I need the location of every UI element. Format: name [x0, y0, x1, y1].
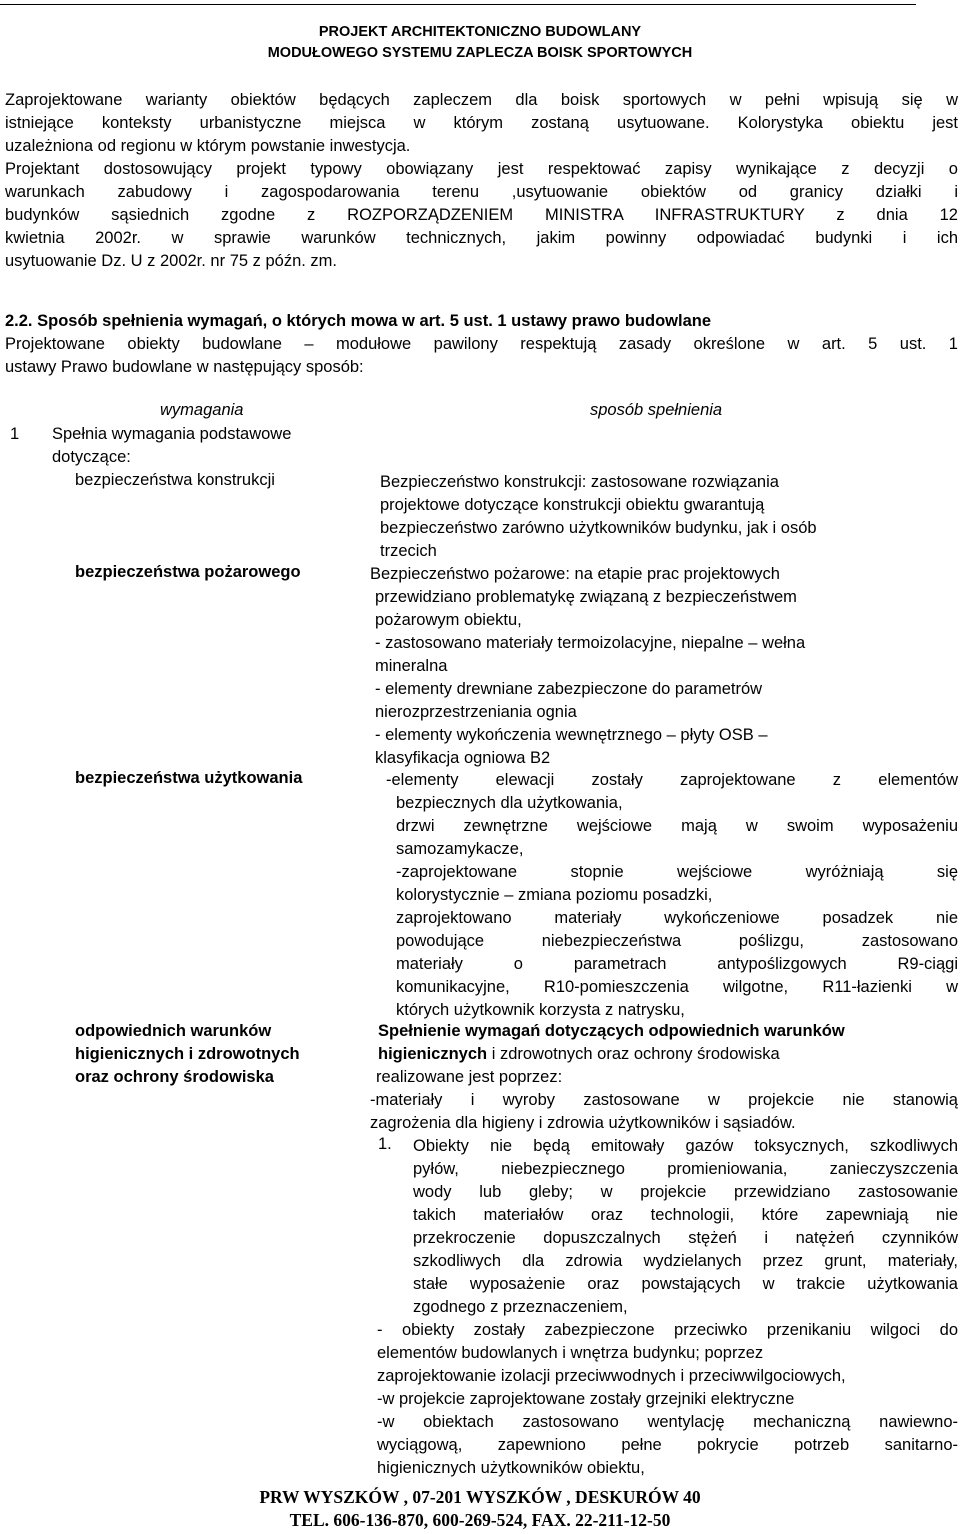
- answer-usage: [386, 769, 958, 1022]
- req-hygiene-line: oraz ochrony środowiska: [75, 1068, 274, 1086]
- section-line: ustawy Prawo budowlane w następujący sposób:: [5, 358, 364, 376]
- footer-line-1: PRW WYSZKÓW , 07-201 WYSZKÓW , DESKURÓW 40: [259, 1487, 701, 1507]
- answer-line: samozamykacze,: [396, 840, 524, 858]
- req-fire-safety: bezpieczeństwa pożarowego: [75, 563, 301, 581]
- answer-line: - zastosowano materiały termoizolacyjne, niepalne – wełna: [375, 634, 806, 652]
- answer-construction: [380, 471, 817, 563]
- req-hygiene: [75, 1020, 300, 1089]
- row-number: 1: [10, 425, 20, 443]
- list-line: takich materiałów oraz technologii, które zapewniają nie: [413, 1206, 958, 1224]
- tail-line: higienicznych użytkowników obiektu,: [377, 1459, 645, 1477]
- header-line-2: MODUŁOWEGO SYSTEMU ZAPLECZA BOISK SPORTOWYCH: [267, 45, 693, 61]
- answer-line: Bezpieczeństwo pożarowe: na etapie prac projektowych: [370, 565, 780, 583]
- answer-hygiene-rest: i zdrowotnych oraz ochrony środowiska: [487, 1045, 780, 1063]
- tail-line: -w projekcie zaprojektowane zostały grzejniki elektryczne: [377, 1390, 795, 1408]
- intro-p2-line: usytuowanie Dz. U z 2002r. nr 75 z późn. zm.: [5, 252, 337, 270]
- header-line-1: PROJEKT ARCHITEKTONICZNO BUDOWLANY: [318, 24, 642, 40]
- section-2-2: [5, 310, 958, 379]
- answer-line: przewidziano problematykę związaną z bezpieczeństwem: [375, 588, 797, 606]
- answer-hygiene-bold-word: higienicznych: [378, 1045, 488, 1063]
- answer-fire: [370, 563, 805, 770]
- answer-line: mineralna: [375, 657, 448, 675]
- header-rule: [0, 4, 916, 5]
- answer-line: -zaprojektowane stopnie wejściowe wyróżniają się: [396, 863, 958, 881]
- list-number: 1.: [378, 1135, 392, 1153]
- answer-line: zagrożenia dla higieny i zdrowia użytkowników i sąsiadów.: [370, 1114, 796, 1132]
- list-line: stałe wyposażenie oraz powstających w trakcie użytkowania: [413, 1275, 958, 1293]
- row-title-line-2: dotyczące:: [52, 448, 131, 466]
- tail-line: wyciągową, zapewniono pełne pokrycie potrzeb sanitarno-: [377, 1436, 958, 1454]
- answer-line: -materiały i wyroby zastosowane w projekcie nie stanowią: [370, 1091, 958, 1109]
- answer-line: powodujące niebezpieczeństwa poślizgu, zastosowano: [396, 932, 958, 950]
- column-header-fulfilment: sposób spełnienia: [590, 401, 723, 419]
- list-line: wody lub gleby; w projekcie przewidziano zastosowanie: [413, 1183, 958, 1201]
- list-line: szkodliwych dla zdrowia wydzielanych przez grunt, materiały,: [413, 1252, 958, 1270]
- answer-line: których użytkownik korzysta z natrysku,: [396, 1001, 685, 1019]
- req-construction-safety: bezpieczeństwa konstrukcji: [75, 471, 275, 489]
- row-title-line-1: Spełnia wymagania podstawowe: [52, 425, 292, 443]
- answer-line: - elementy drewniane zabezpieczone do parametrów: [375, 680, 763, 698]
- intro-p2-line: budynków sąsiednich zgodne z ROZPORZĄDZENIEM MINISTRA INFRASTRUKTURY z dnia 12: [5, 206, 958, 224]
- intro-p1-line: Zaprojektowane warianty obiektów będących zapleczem dla boisk sportowych w pełni wpisują się w: [5, 91, 958, 109]
- answer-line: klasyfikacja ogniowa B2: [375, 749, 551, 767]
- answer-line: materiały o parametrach antypoślizgowych R9-ciągi: [396, 955, 958, 973]
- answer-line: drzwi zewnętrzne wejściowe mają w swoim wyposażeniu: [396, 817, 958, 835]
- list-line: Obiekty nie będą emitowały gazów toksycznych, szkodliwych: [413, 1137, 958, 1155]
- answer-line: pożarowym obiektu,: [375, 611, 522, 629]
- answer-line: zaprojektowano materiały wykończeniowe posadzek nie: [396, 909, 958, 927]
- tail-line: zaprojektowanie izolacji przeciwwodnych i przeciwwilgociowych,: [377, 1367, 846, 1385]
- answer-hygiene-heading: Spełnienie wymagań dotyczących odpowiednich warunków: [378, 1022, 845, 1040]
- list-item-1: [413, 1135, 958, 1319]
- list-line: przekroczenie dopuszczalnych stężeń i natężeń czynników: [413, 1229, 958, 1247]
- req-usage-safety: bezpieczeństwa użytkowania: [75, 769, 303, 787]
- tail-block: [377, 1319, 958, 1480]
- answer-line: bezpieczeństwo zarówno użytkowników budynku, jak i osób: [380, 519, 817, 537]
- answer-line: trzecich: [380, 542, 437, 560]
- intro-p2-line: kwietnia 2002r. w sprawie warunków technicznych, jakim powinny odpowiadać budynki i ich: [5, 229, 958, 247]
- list-line: pyłów, niebezpiecznego promieniowania, zanieczyszczenia: [413, 1160, 958, 1178]
- intro-paragraph-1: [5, 89, 958, 158]
- footer-line-2: TEL. 606-136-870, 600-269-524, FAX. 22-211-12-50: [289, 1510, 671, 1530]
- answer-line: - elementy wykończenia wewnętrznego – płyty OSB –: [375, 726, 768, 744]
- tail-line: elementów budowlanych i wnętrza budynku; poprzez: [377, 1344, 764, 1362]
- intro-p1-line: istniejące konteksty urbanistyczne miejsca w którym zostaną usytuowane. Kolorystyka obiektu jest: [5, 114, 958, 132]
- answer-line: komunikacyjne, R10-pomieszczenia wilgotne, R11-łazienki w: [396, 978, 958, 996]
- column-header-requirements: wymagania: [160, 401, 244, 419]
- answer-hygiene: [370, 1020, 958, 1135]
- answer-line: nierozprzestrzeniania ognia: [375, 703, 577, 721]
- answer-line: realizowane jest poprzez:: [376, 1068, 563, 1086]
- answer-line: projektowe dotyczące konstrukcji obiektu gwarantują: [380, 496, 765, 514]
- req-hygiene-line: higienicznych i zdrowotnych: [75, 1045, 300, 1063]
- intro-p2-line: Projektant dostosowujący projekt typowy obowiązany jest respektować zapisy wynikające z decyzji o: [5, 160, 958, 178]
- intro-p2-line: warunkach zabudowy i zagospodarowania terenu ,usytuowanie obiektów od granicy działki i: [5, 183, 958, 201]
- answer-hygiene-line-2: [370, 1043, 958, 1066]
- answer-line: -elementy elewacji zostały zaprojektowane z elementów: [386, 771, 958, 789]
- tail-line: -w obiektach zastosowano wentylację mechaniczną nawiewno-: [377, 1413, 958, 1431]
- intro-p1-line: uzależniona od regionu w którym powstanie inwestycja.: [5, 137, 411, 155]
- intro-paragraph-2: [5, 158, 958, 273]
- answer-line: Bezpieczeństwo konstrukcji: zastosowane rozwiązania: [380, 473, 779, 491]
- section-heading: 2.2. Sposób spełnienia wymagań, o których mowa w art. 5 ust. 1 ustawy prawo budowlane: [5, 312, 712, 330]
- section-line: Projektowane obiekty budowlane – modułowe pawilony respektują zasady określone w art. 5 ust. 1: [5, 335, 958, 353]
- tail-line: - obiekty zostały zabezpieczone przeciwko przenikaniu wilgoci do: [377, 1321, 958, 1339]
- answer-line: bezpiecznych dla użytkowania,: [396, 794, 623, 812]
- answer-line: kolorystycznie – zmiana poziomu posadzki,: [396, 886, 713, 904]
- list-line: zgodnego z przeznaczeniem,: [413, 1298, 628, 1316]
- req-hygiene-line: odpowiednich warunków: [75, 1022, 272, 1040]
